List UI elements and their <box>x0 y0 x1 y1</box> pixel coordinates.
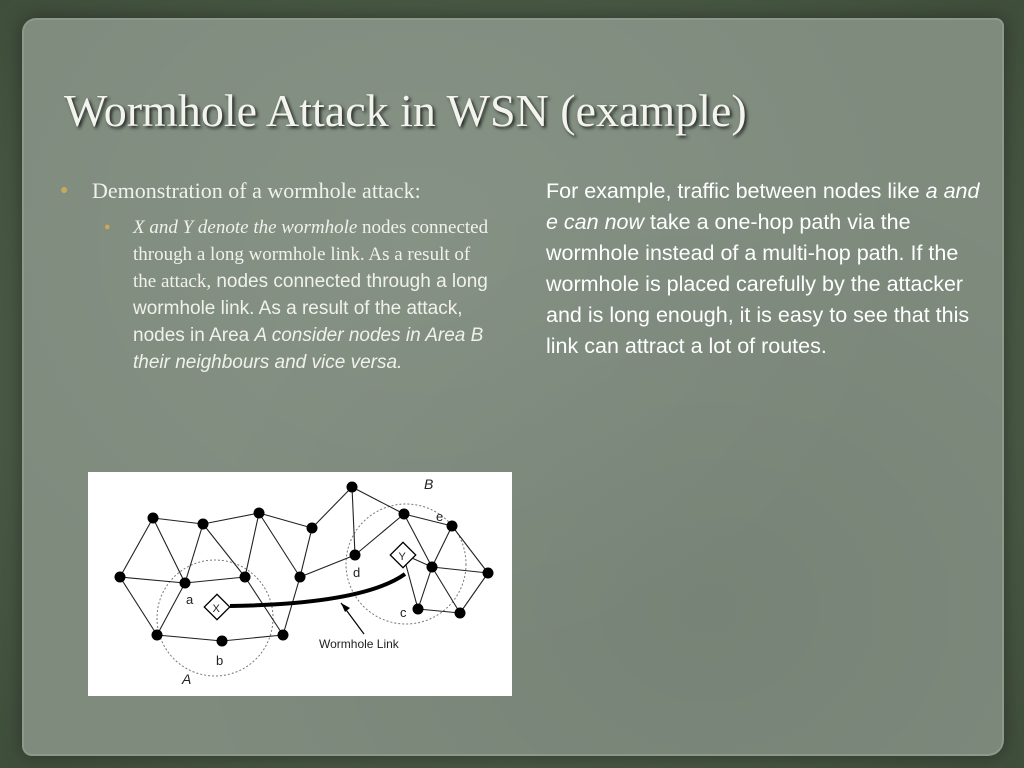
wormhole-link-label: Wormhole Link <box>319 637 399 651</box>
wormhole-diagram-svg <box>88 472 512 696</box>
label-c: c <box>400 605 407 620</box>
sub-text-italic-4: A consider nodes in Area B their neighbours and vice versa. <box>133 325 484 373</box>
sub-bullet-item <box>58 214 498 376</box>
label-b: b <box>216 653 224 668</box>
left-text-block <box>58 176 498 376</box>
sub-text-italic-1: X and Y denote the wormhole <box>133 217 358 238</box>
label-e: e <box>436 509 444 524</box>
right-text-italic-2: a and e can now <box>546 179 980 234</box>
right-text-3: take a one-hop path via the wormhole instead of a multi-hop path. If the wormhole is placed carefully by the attacker and is long enough, it is easy to see that this link can attract a lot of routes. <box>546 210 970 358</box>
right-text-1: For example, traffic between nodes like <box>546 179 926 203</box>
label-x: X <box>212 603 220 615</box>
bullet-item <box>58 176 498 206</box>
sub-bullet-dot-icon: ● <box>104 221 111 233</box>
bullet-dot-icon: ● <box>60 183 69 198</box>
bullet-text: Demonstration of a wormhole attack: <box>92 178 421 203</box>
label-a: a <box>186 592 194 607</box>
sub-text-2: nodes connected through a long wormhole link. As a result of the attack, <box>133 217 489 292</box>
slide-title: Wormhole Attack in WSN (example) <box>64 85 747 136</box>
network-nodes <box>115 482 494 647</box>
link-arrow-head <box>341 603 350 612</box>
label-y: Y <box>398 551 406 563</box>
label-d: d <box>353 565 361 580</box>
label-area-b: B <box>424 476 434 492</box>
label-area-a: A <box>182 671 192 687</box>
right-text-block <box>546 176 986 362</box>
wormhole-link <box>230 574 405 606</box>
wormhole-diagram <box>88 472 512 696</box>
sub-text-3: nodes connected through a long wormhole link. As a result of the attack, nodes in Area <box>133 271 488 346</box>
